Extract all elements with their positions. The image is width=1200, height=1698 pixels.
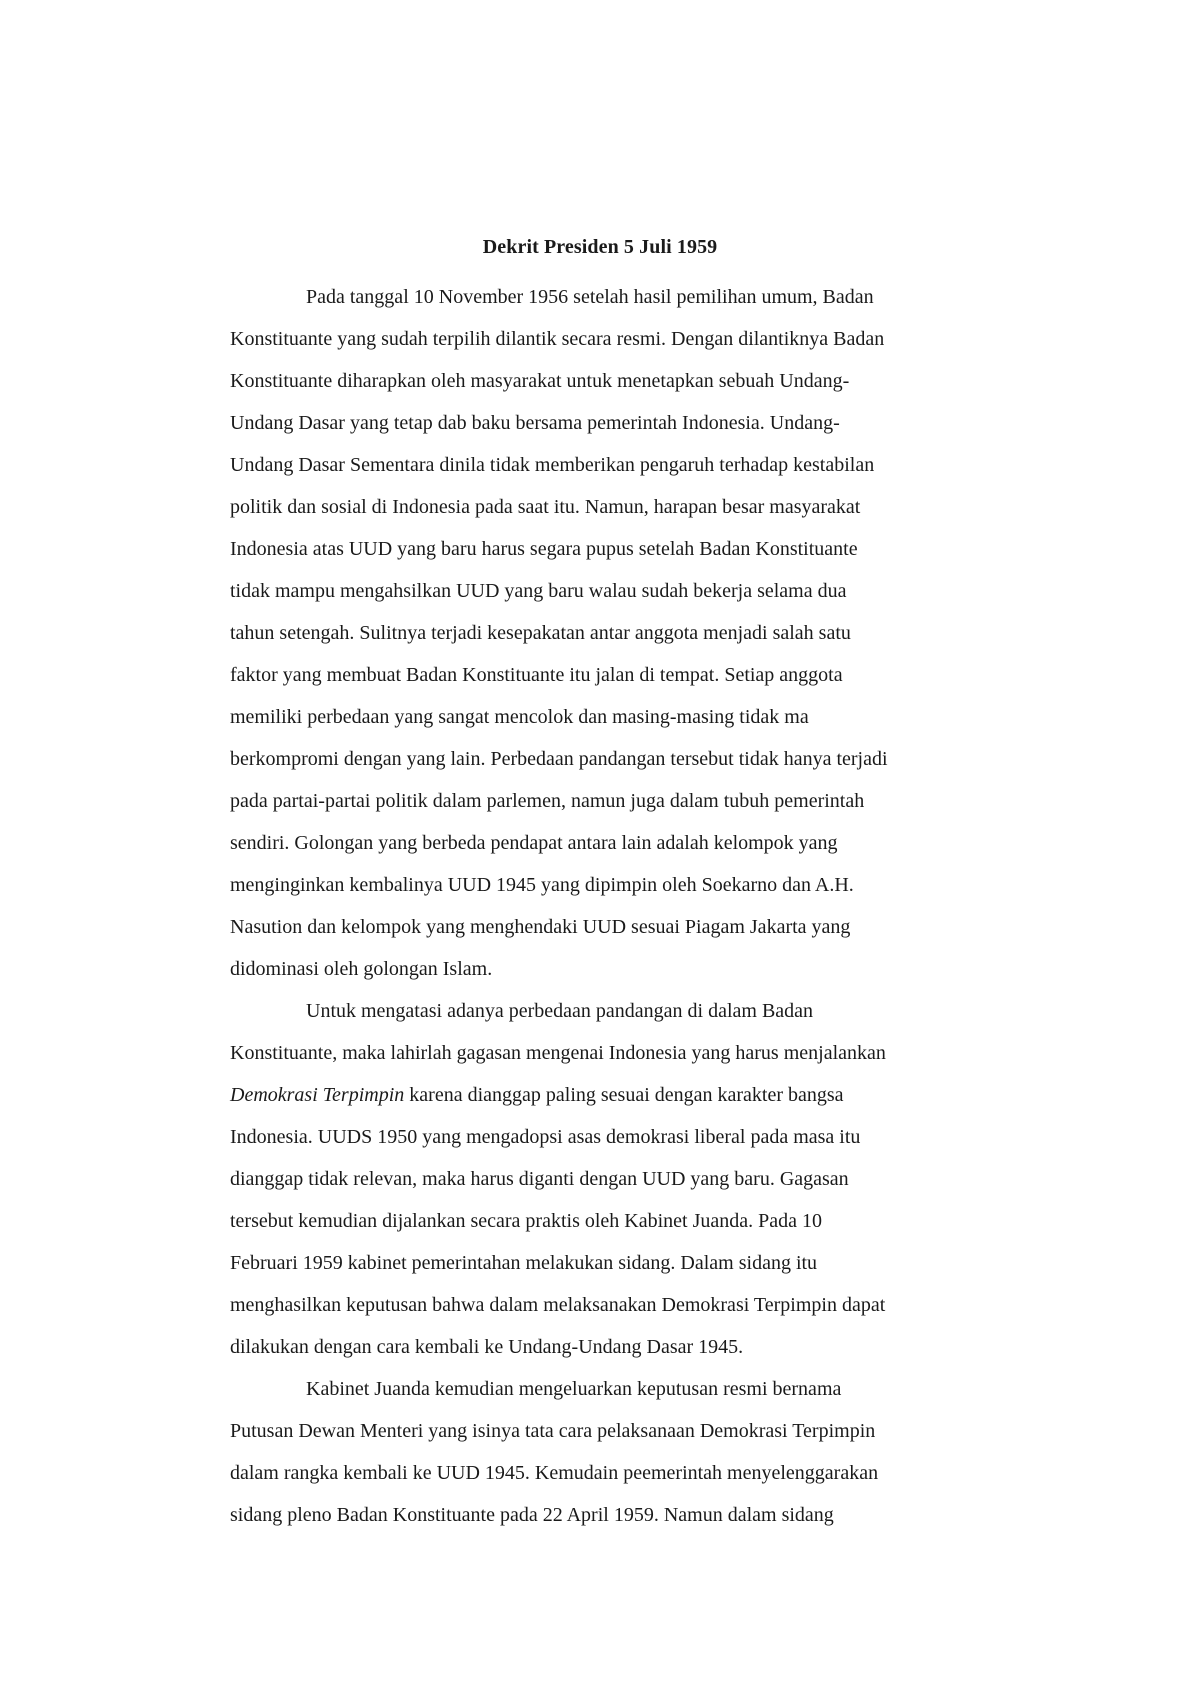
paragraph-line: politik dan sosial di Indonesia pada saat itu. Namun, harapan besar masyarakat (230, 496, 861, 518)
paragraph-line: Undang Dasar yang tetap dab baku bersama pemerintah Indonesia. Undang- (230, 412, 840, 434)
paragraph-line: menghasilkan keputusan bahwa dalam melaksanakan Demokrasi Terpimpin dapat (230, 1294, 886, 1316)
paragraph-line: Februari 1959 kabinet pemerintahan melakukan sidang. Dalam sidang itu (230, 1252, 818, 1274)
paragraph-line: sendiri. Golongan yang berbeda pendapat antara lain adalah kelompok yang (230, 832, 838, 854)
paragraph-line: Untuk mengatasi adanya perbedaan pandangan di dalam Badan (306, 1000, 814, 1022)
paragraph-line: didominasi oleh golongan Islam. (230, 958, 493, 980)
paragraph-line: Putusan Dewan Menteri yang isinya tata cara pelaksanaan Demokrasi Terpimpin (230, 1420, 876, 1442)
document-body (230, 276, 1030, 1536)
italic-term: Demokrasi Terpimpin (230, 1084, 405, 1106)
paragraph-3 (230, 1368, 1030, 1536)
paragraph-line: tersebut kemudian dijalankan secara praktis oleh Kabinet Juanda. Pada 10 (230, 1210, 823, 1232)
paragraph-line: tahun setengah. Sulitnya terjadi kesepakatan antar anggota menjadi salah satu (230, 622, 851, 644)
paragraph-line: menginginkan kembalinya UUD 1945 yang dipimpin oleh Soekarno dan A.H. (230, 874, 854, 896)
paragraph-line: Pada tanggal 10 November 1956 setelah hasil pemilihan umum, Badan (306, 286, 874, 308)
paragraph-line (230, 1074, 1030, 1116)
paragraph-line: Indonesia atas UUD yang baru harus segara pupus setelah Badan Konstituante (230, 538, 858, 560)
paragraph-line: sidang pleno Badan Konstituante pada 22 April 1959. Namun dalam sidang (230, 1504, 834, 1526)
paragraph-line: Undang Dasar Sementara dinila tidak memberikan pengaruh terhadap kestabilan (230, 454, 875, 476)
paragraph-line: Konstituante diharapkan oleh masyarakat untuk menetapkan sebuah Undang- (230, 370, 850, 392)
paragraph-line: tidak mampu mengahsilkan UUD yang baru walau sudah bekerja selama dua (230, 580, 847, 602)
paragraph-line: dianggap tidak relevan, maka harus diganti dengan UUD yang baru. Gagasan (230, 1168, 849, 1190)
paragraph-line: berkompromi dengan yang lain. Perbedaan pandangan tersebut tidak hanya terjadi (230, 748, 888, 770)
paragraph-line: dilakukan dengan cara kembali ke Undang-Undang Dasar 1945. (230, 1336, 744, 1358)
paragraph-2 (230, 990, 1030, 1368)
paragraph-line: pada partai-partai politik dalam parlemen, namun juga dalam tubuh pemerintah (230, 790, 865, 812)
paragraph-line: Kabinet Juanda kemudian mengeluarkan keputusan resmi bernama (306, 1378, 842, 1400)
paragraph-line: dalam rangka kembali ke UUD 1945. Kemudain peemerintah menyelenggarakan (230, 1462, 879, 1484)
paragraph-line: memiliki perbedaan yang sangat mencolok dan masing-masing tidak ma (230, 706, 809, 728)
paragraph-line: Indonesia. UUDS 1950 yang mengadopsi asas demokrasi liberal pada masa itu (230, 1126, 861, 1148)
paragraph-line-rest: karena dianggap paling sesuai dengan karakter bangsa (404, 1084, 844, 1106)
document-title: Dekrit Presiden 5 Juli 1959 (482, 236, 718, 258)
paragraph-line: faktor yang membuat Badan Konstituante itu jalan di tempat. Setiap anggota (230, 664, 843, 686)
paragraph-1 (230, 276, 1030, 990)
paragraph-line: Konstituante, maka lahirlah gagasan mengenai Indonesia yang harus menjalankan (230, 1042, 886, 1064)
paragraph-line: Konstituante yang sudah terpilih dilantik secara resmi. Dengan dilantiknya Badan (230, 328, 885, 350)
paragraph-line: Nasution dan kelompok yang menghendaki UUD sesuai Piagam Jakarta yang (230, 916, 851, 938)
